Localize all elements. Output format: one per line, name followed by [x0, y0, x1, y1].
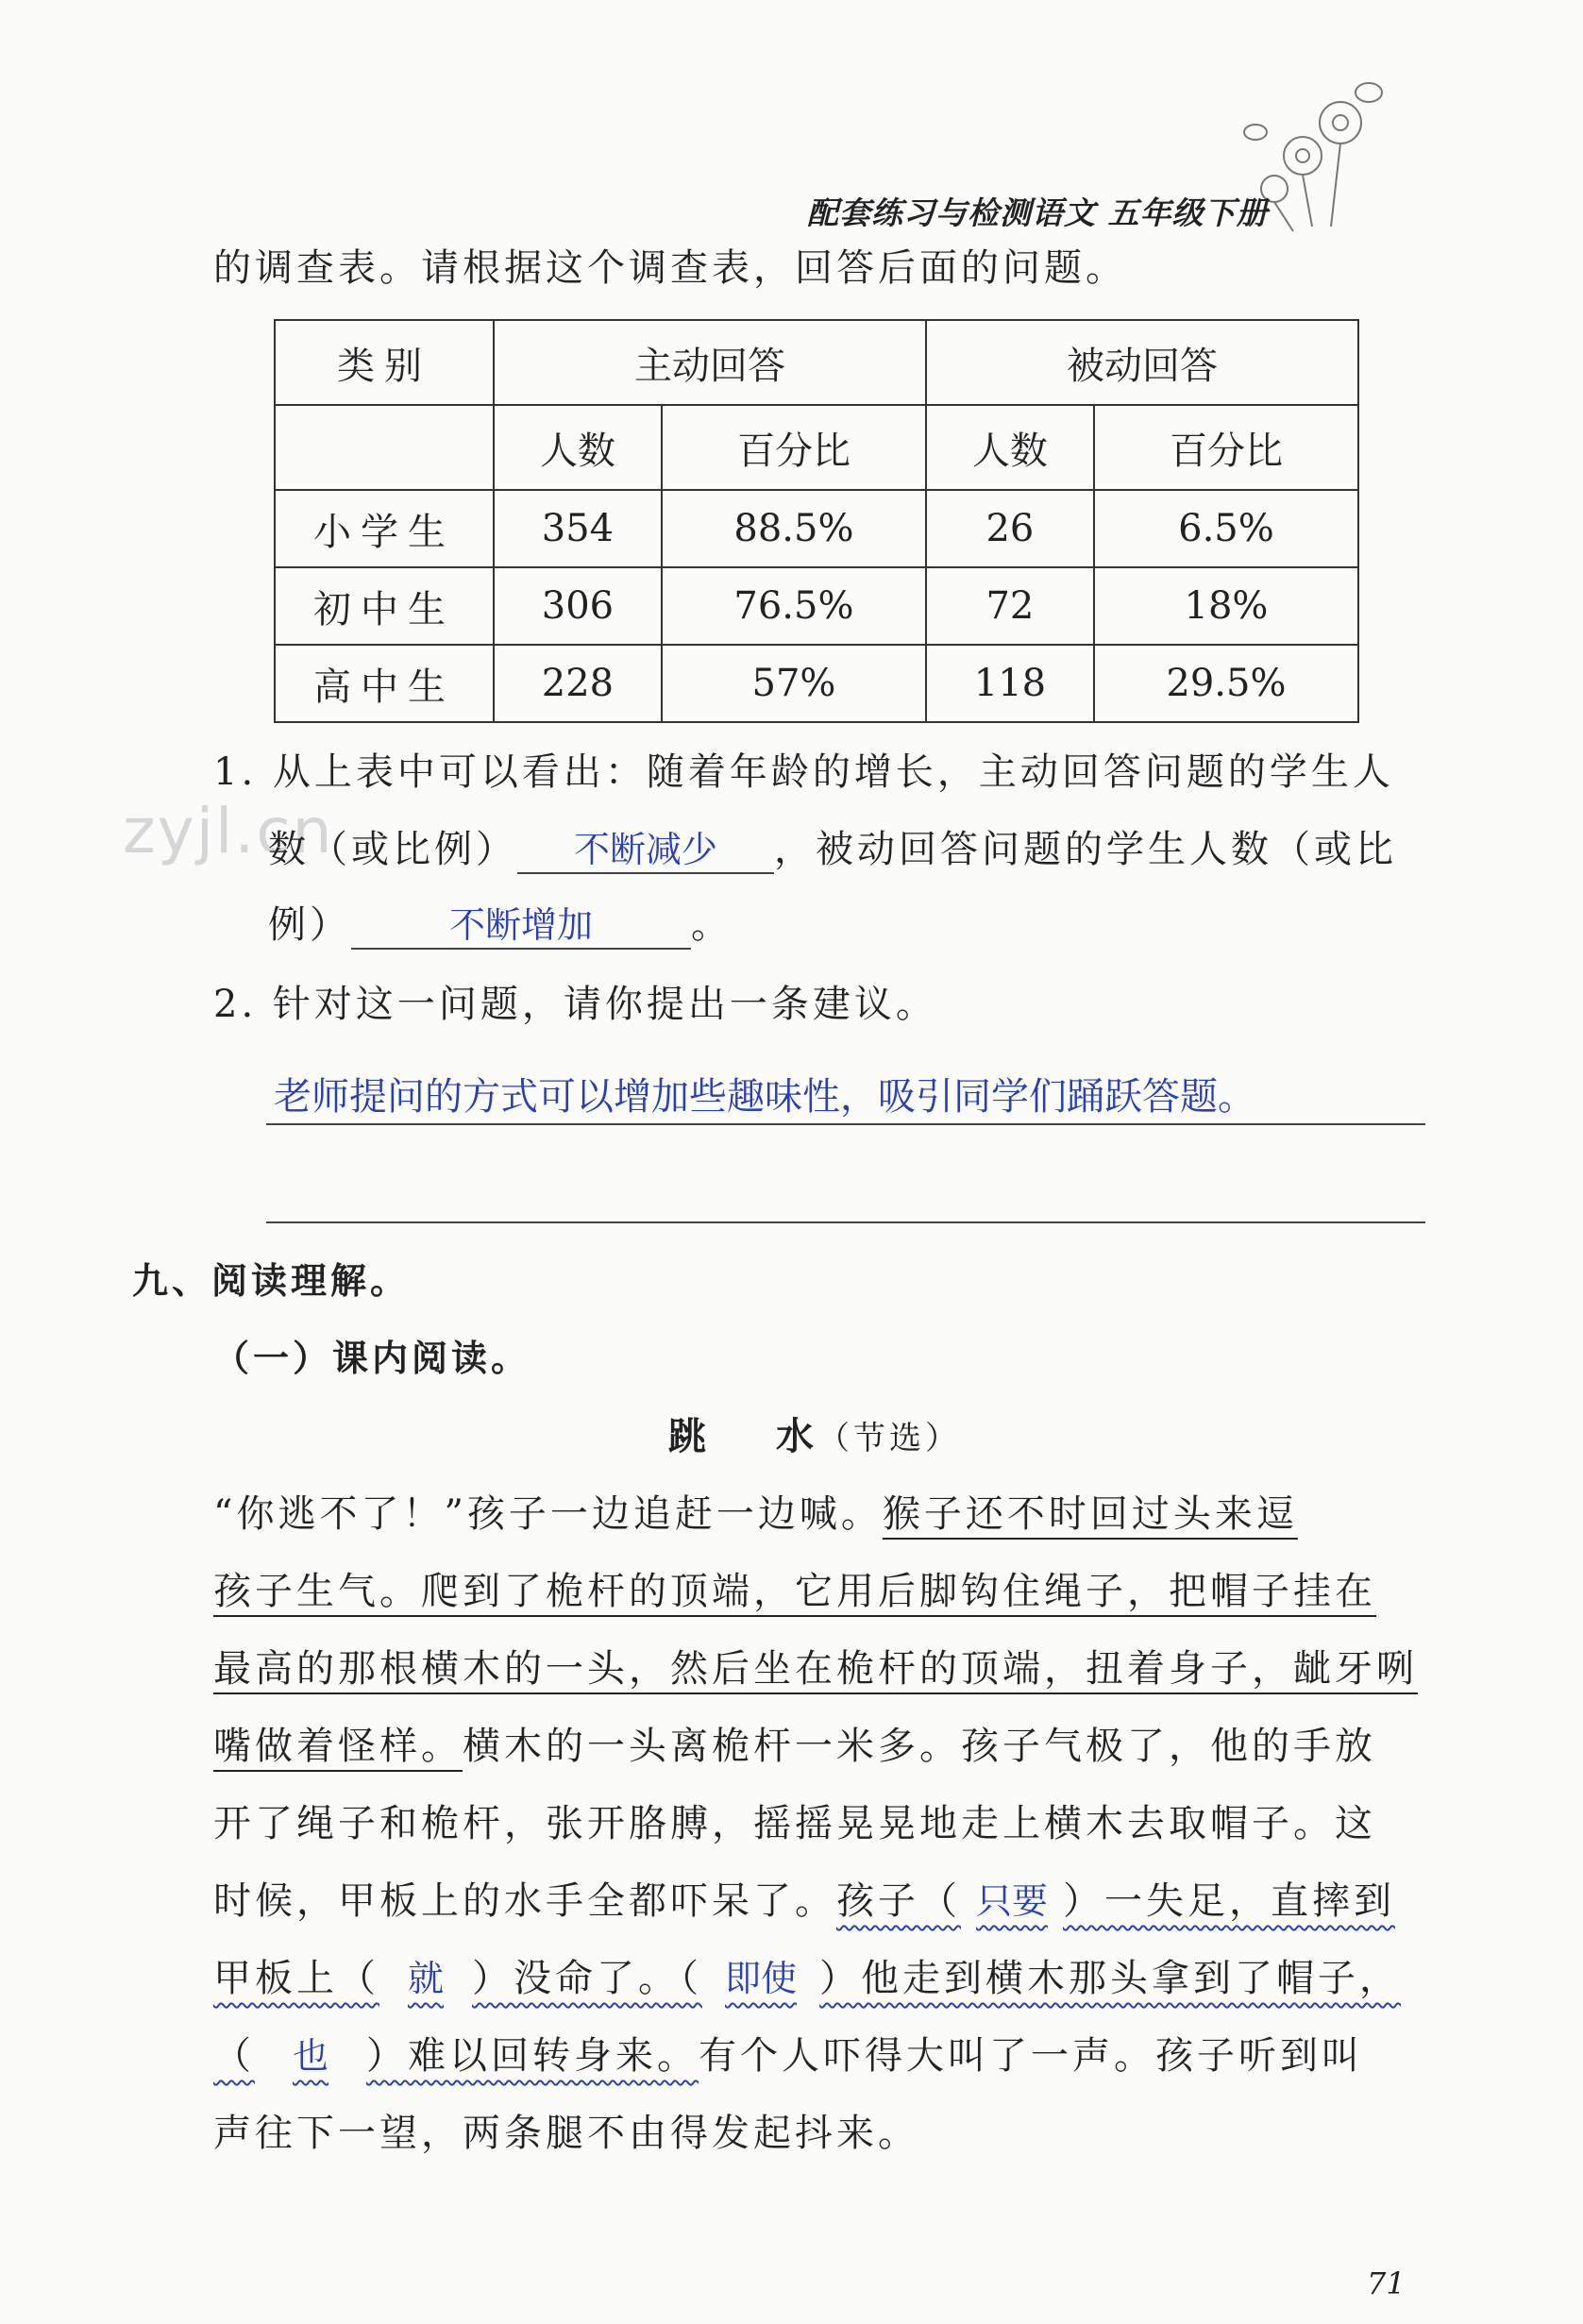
row-label: 小学生 — [275, 490, 494, 567]
header-active: 主动回答 — [494, 320, 926, 405]
passage-wavy: 甲板上（ — [213, 1957, 379, 2000]
q2-answer: 老师提问的方式可以增加些趣味性，吸引同学们踊跃答题。 — [274, 1075, 1255, 1119]
answer-jiu[interactable]: 就 — [408, 1958, 445, 1999]
watermark: zyjl.cn — [123, 795, 334, 867]
passage-title-1: 跳 — [668, 1415, 710, 1458]
table-row — [275, 490, 1358, 567]
passage-wavy: ）没命了。（ — [472, 1957, 703, 2000]
passage-line: “你逃不了！”孩子一边追赶一边喊。 — [213, 1492, 883, 1536]
subsection-title: （一）课内阅读。 — [213, 1338, 531, 1379]
page-number: 71 — [1367, 2265, 1406, 2301]
passage-underlined: 最高的那根横木的一头，然后坐在桅杆的顶端，扭着身子，龇牙咧 — [213, 1647, 1418, 1691]
table-row — [275, 567, 1358, 645]
header-passive-percent: 百分比 — [1094, 405, 1358, 490]
passage-underlined: 猴子还不时回过头来逗 — [882, 1492, 1298, 1536]
answer-blank-2[interactable] — [351, 896, 691, 950]
passage-title-2: 水 — [776, 1415, 817, 1458]
q1-line3-prefix: 例） — [268, 903, 351, 947]
passage-underlined: 嘴做着怪样。 — [213, 1725, 463, 1768]
row-label: 高中生 — [275, 645, 494, 722]
active-percent-cell: 88.5% — [662, 490, 926, 567]
passage-line: 开了绳子和桅杆，张开胳膊，摇摇晃晃地走上横木去取帽子。这 — [213, 1802, 1376, 1845]
active-count-cell: 228 — [494, 645, 662, 722]
answer-line-1[interactable] — [266, 1123, 1425, 1125]
empty-cell — [275, 405, 494, 490]
survey-table — [274, 319, 1359, 723]
answer-2: 不断增加 — [448, 904, 593, 946]
passive-percent-cell: 6.5% — [1094, 490, 1358, 567]
header-category: 类别 — [275, 320, 494, 405]
passive-count-cell: 26 — [926, 490, 1094, 567]
passive-count-cell: 72 — [926, 567, 1094, 645]
answer-line-2[interactable] — [266, 1221, 1425, 1223]
answer-zhiyao[interactable]: 只要 — [976, 1880, 1049, 1922]
passage-wavy: ）一失足，直摔到 — [1063, 1879, 1396, 1923]
passage-line: 横木的一头离桅杆一米多。孩子气极了，他的手放 — [463, 1725, 1376, 1768]
passage-line: 声往下一望，两条腿不由得发起抖来。 — [213, 2112, 919, 2155]
q1-line2-prefix: 数（或比例） — [268, 828, 517, 871]
passage-title-note: （节选） — [817, 1420, 961, 1457]
active-percent-cell: 76.5% — [662, 567, 926, 645]
answer-1: 不断减少 — [573, 829, 717, 870]
passage-underlined: 孩子生气。爬到了桅杆的顶端，它用后脚钩住绳子，把帽子挂在 — [213, 1570, 1376, 1613]
answer-ye[interactable]: 也 — [293, 2035, 329, 2077]
active-count-cell: 354 — [494, 490, 662, 567]
active-percent-cell: 57% — [662, 645, 926, 722]
passage-wavy: ）他走到横木那头拿到了帽子， — [819, 1957, 1402, 2000]
passage-wavy: ）难以回转身来。 — [366, 2034, 699, 2078]
passage-wavy: （ — [213, 2034, 255, 2078]
header-active-percent: 百分比 — [662, 405, 926, 490]
header-passive: 被动回答 — [926, 320, 1358, 405]
q1-line2-suffix: ，被动回答问题的学生人数（或比 — [774, 828, 1397, 871]
table-row — [275, 645, 1358, 722]
passage-wavy: 孩子（ — [836, 1879, 961, 1923]
passive-count-cell: 118 — [926, 645, 1094, 722]
book-header-title: 配套练习与检测语文 五年级下册 — [807, 194, 1269, 231]
passive-percent-cell: 18% — [1094, 567, 1358, 645]
row-label: 初中生 — [275, 567, 494, 645]
q2-question: 2. 针对这一问题，请你提出一条建议。 — [213, 983, 937, 1026]
answer-blank-1[interactable] — [517, 820, 774, 874]
section-title: 九、阅读理解。 — [132, 1260, 411, 1302]
passive-percent-cell: 29.5% — [1094, 645, 1358, 722]
passage-line: 时候，甲板上的水手全都吓呆了。 — [213, 1879, 836, 1923]
header-active-count: 人数 — [494, 405, 662, 490]
q1-line3-suffix: 。 — [691, 903, 733, 947]
active-count-cell: 306 — [494, 567, 662, 645]
header-passive-count: 人数 — [926, 405, 1094, 490]
intro-text: 的调查表。请根据这个调查表，回答后面的问题。 — [213, 246, 1127, 290]
answer-jishi[interactable]: 即使 — [725, 1958, 798, 1999]
passage-line: 有个人吓得大叫了一声。孩子听到叫 — [699, 2034, 1364, 2078]
q1-line1: 1. 从上表中可以看出：随着年龄的增长，主动回答问题的学生人 — [213, 750, 1394, 794]
